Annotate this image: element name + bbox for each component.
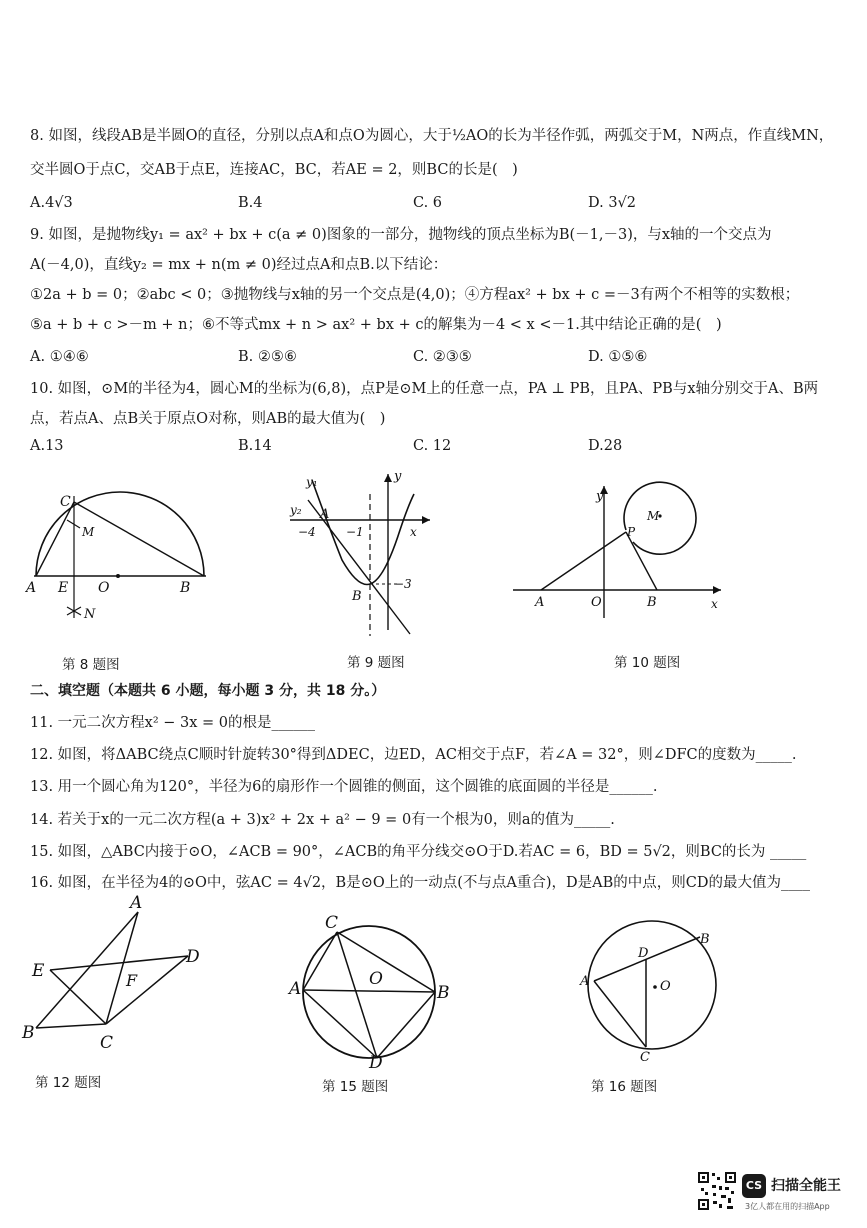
fig16-caption: 第 16 题图 bbox=[591, 1079, 658, 1095]
fig12-segment-bc bbox=[36, 1024, 106, 1028]
figure-9-parabola bbox=[280, 460, 440, 640]
fig16-circle-o bbox=[588, 921, 716, 1049]
fig12-label-f: F bbox=[126, 971, 138, 990]
fig16-label-c: C bbox=[640, 1050, 650, 1065]
fig9-label-b: B bbox=[352, 589, 362, 604]
q9-line4: ⑤a + b + c >－m + n；⑥不等式mx + n > ax² + bx + c的解集为－4 < x <－1.其中结论正确的是( ) bbox=[30, 317, 722, 333]
q8-option-b: B.4 bbox=[238, 195, 263, 211]
fig8-caption: 第 8 题图 bbox=[62, 657, 120, 673]
camscanner-brand: 扫描全能王 bbox=[771, 1178, 841, 1194]
fig16-label-o: O bbox=[660, 979, 671, 994]
figure-15-circle bbox=[285, 910, 460, 1070]
q8-option-a: A.4√3 bbox=[30, 195, 73, 211]
fig12-label-e: E bbox=[32, 961, 45, 981]
fig15-label-o: O bbox=[369, 969, 383, 989]
fig9-label-neg1: −1 bbox=[346, 525, 364, 539]
q9-option-b: B. ②⑤⑥ bbox=[238, 349, 297, 365]
fig9-x-arrow bbox=[422, 516, 430, 524]
fig12-segment-dc bbox=[106, 956, 188, 1024]
q12-text: 12. 如图，将ΔABC绕点C顺时针旋转30°得到ΔDEC，边ED，AC相交于点F，若∠A = 32°，则∠DFC的度数为_____. bbox=[30, 747, 797, 763]
q10-line2: 点，若点A、点B关于原点O对称，则AB的最大值为( ) bbox=[30, 411, 386, 427]
fig9-label-y2: y₂ bbox=[290, 503, 302, 517]
fig10-x-arrow bbox=[713, 586, 721, 594]
fig10-label-y: y bbox=[596, 489, 604, 504]
fig10-segment-pa bbox=[541, 532, 626, 590]
q9-line2: A(－4,0)，直线y₂ = mx + n(m ≠ 0)经过点A和点B.以下结论： bbox=[30, 257, 448, 273]
q9-option-c: C. ②③⑤ bbox=[413, 349, 472, 365]
q9-line1: 9. 如图，是抛物线y₁ = ax² + bx + c(a ≠ 0)图象的一部分，抛物线的顶点坐标为B(－1,－3)，与x轴的一个交点为 bbox=[30, 227, 772, 243]
fig9-label-a: A bbox=[320, 507, 330, 522]
fig12-label-c: C bbox=[100, 1033, 114, 1053]
q11-text: 11. 一元二次方程x² − 3x = 0的根是______ bbox=[30, 715, 316, 731]
fig12-label-a: A bbox=[130, 893, 143, 913]
q15-text: 15. 如图，△ABC内接于⊙O，∠ACB = 90°，∠ACB的角平分线交⊙O于D.若AC = 6，BD = 5√2，则BC的长为 _____ bbox=[30, 844, 807, 860]
fig9-label-y: y bbox=[394, 469, 402, 484]
fig15-segment-ca bbox=[303, 932, 337, 990]
fig16-chord-ac bbox=[594, 981, 646, 1047]
fig8-label-m: M bbox=[82, 525, 95, 539]
fig15-label-c: C bbox=[325, 913, 339, 933]
fig8-label-c: C bbox=[60, 494, 71, 510]
fig12-label-b: B bbox=[22, 1023, 35, 1043]
figure-16-circle bbox=[570, 905, 740, 1065]
q10-option-a: A.13 bbox=[30, 438, 64, 454]
q13-text: 13. 用一个圆心角为120°，半径为6的扇形作一个圆锥的侧面，这个圆锥的底面圆的半径是______. bbox=[30, 779, 658, 795]
q9-option-a: A. ①④⑥ bbox=[30, 349, 89, 365]
fig12-label-d: D bbox=[186, 947, 200, 967]
fig8-label-b: B bbox=[180, 580, 191, 596]
fig9-label-x: x bbox=[410, 525, 417, 539]
fig16-label-d: D bbox=[638, 946, 649, 961]
fig9-label-y1: y₁ bbox=[306, 475, 318, 489]
fig10-segment-pb bbox=[626, 532, 657, 590]
fig9-label-neg4: −4 bbox=[298, 525, 316, 539]
q9-option-d: D. ①⑤⑥ bbox=[588, 349, 648, 365]
fig12-segment-ec bbox=[50, 970, 106, 1024]
fig15-segment-cb bbox=[337, 932, 435, 992]
section2-heading: 二、填空题（本题共 6 小题，每小题 3 分，共 18 分。） bbox=[30, 683, 386, 699]
q14-text: 14. 若关于x的一元二次方程(a + 3)x² + 2x + a² − 9 = 0有一个根为0，则a的值为_____. bbox=[30, 812, 615, 828]
fig10-label-p: P bbox=[627, 525, 636, 539]
figure-8-semicircle bbox=[20, 490, 210, 630]
camscanner-logo: CS bbox=[742, 1174, 766, 1198]
q8-option-c: C. 6 bbox=[413, 195, 443, 211]
q16-text: 16. 如图，在半径为4的⊙O中，弦AC = 4√2，B是⊙O上的一动点(不与点A重合)，D是AB的中点，则CD的最大值为____ bbox=[30, 875, 811, 891]
fig8-label-e: E bbox=[58, 580, 69, 596]
fig15-label-a: A bbox=[289, 979, 302, 999]
q10-line1: 10. 如图，⊙M的半径为4，圆心M的坐标为(6,8)，点P是⊙M上的任意一点，PA ⊥ PB，且PA、PB与x轴分别交于A、B两 bbox=[30, 381, 819, 397]
fig8-segment-bc bbox=[74, 502, 204, 576]
fig9-caption: 第 9 题图 bbox=[347, 655, 405, 671]
fig10-caption: 第 10 题图 bbox=[614, 655, 681, 671]
fig16-center-o bbox=[653, 985, 657, 989]
fig16-label-a: A bbox=[580, 974, 590, 989]
q9-line3: ①2a + b = 0；②abc < 0；③抛物线与x轴的另一个交点是(4,0)；④方程ax² + bx + c =－3有两个不相等的实数根； bbox=[30, 287, 800, 303]
fig15-label-d: D bbox=[369, 1053, 383, 1070]
fig15-caption: 第 15 题图 bbox=[322, 1079, 389, 1095]
qr-code-icon bbox=[697, 1171, 737, 1211]
fig8-segment-ac bbox=[36, 502, 74, 576]
fig10-label-x: x bbox=[711, 597, 718, 611]
fig9-y-arrow bbox=[384, 474, 392, 482]
fig10-circle-m bbox=[624, 482, 696, 554]
figure-12-rotation bbox=[18, 890, 208, 1055]
fig12-segment-ed bbox=[50, 956, 188, 970]
figure-10-circle-m bbox=[505, 478, 730, 618]
fig8-label-a: A bbox=[26, 580, 37, 596]
fig16-label-b: B bbox=[700, 932, 710, 947]
fig12-caption: 第 12 题图 bbox=[35, 1075, 102, 1091]
fig15-label-b: B bbox=[437, 983, 450, 1003]
fig8-center-o bbox=[116, 574, 120, 578]
fig15-diameter-ab bbox=[303, 990, 435, 992]
q10-option-b: B.14 bbox=[238, 438, 272, 454]
q8-option-d: D. 3√2 bbox=[588, 195, 637, 211]
fig10-label-b: B bbox=[647, 595, 657, 610]
fig12-segment-ac bbox=[106, 912, 138, 1024]
q10-option-d: D.28 bbox=[588, 438, 623, 454]
fig8-label-o: O bbox=[98, 580, 110, 596]
fig10-label-a: A bbox=[535, 595, 545, 610]
fig10-label-o: O bbox=[591, 595, 602, 610]
fig9-label-neg3: −3 bbox=[394, 577, 412, 591]
q10-option-c: C. 12 bbox=[413, 438, 452, 454]
camscanner-tagline: 3亿人都在用的扫描App bbox=[745, 1202, 830, 1211]
q8-line1: 8. 如图，线段AB是半圆O的直径，分别以点A和点O为圆心，大于½AO的长为半径作弧，两弧交于M，N两点，作直线MN， bbox=[30, 128, 834, 144]
fig8-label-n: N bbox=[84, 607, 96, 622]
fig10-label-m: M bbox=[647, 509, 660, 523]
q8-line2: 交半圆O于点C，交AB于点E，连接AC，BC，若AE = 2，则BC的长是( ) bbox=[30, 162, 518, 178]
